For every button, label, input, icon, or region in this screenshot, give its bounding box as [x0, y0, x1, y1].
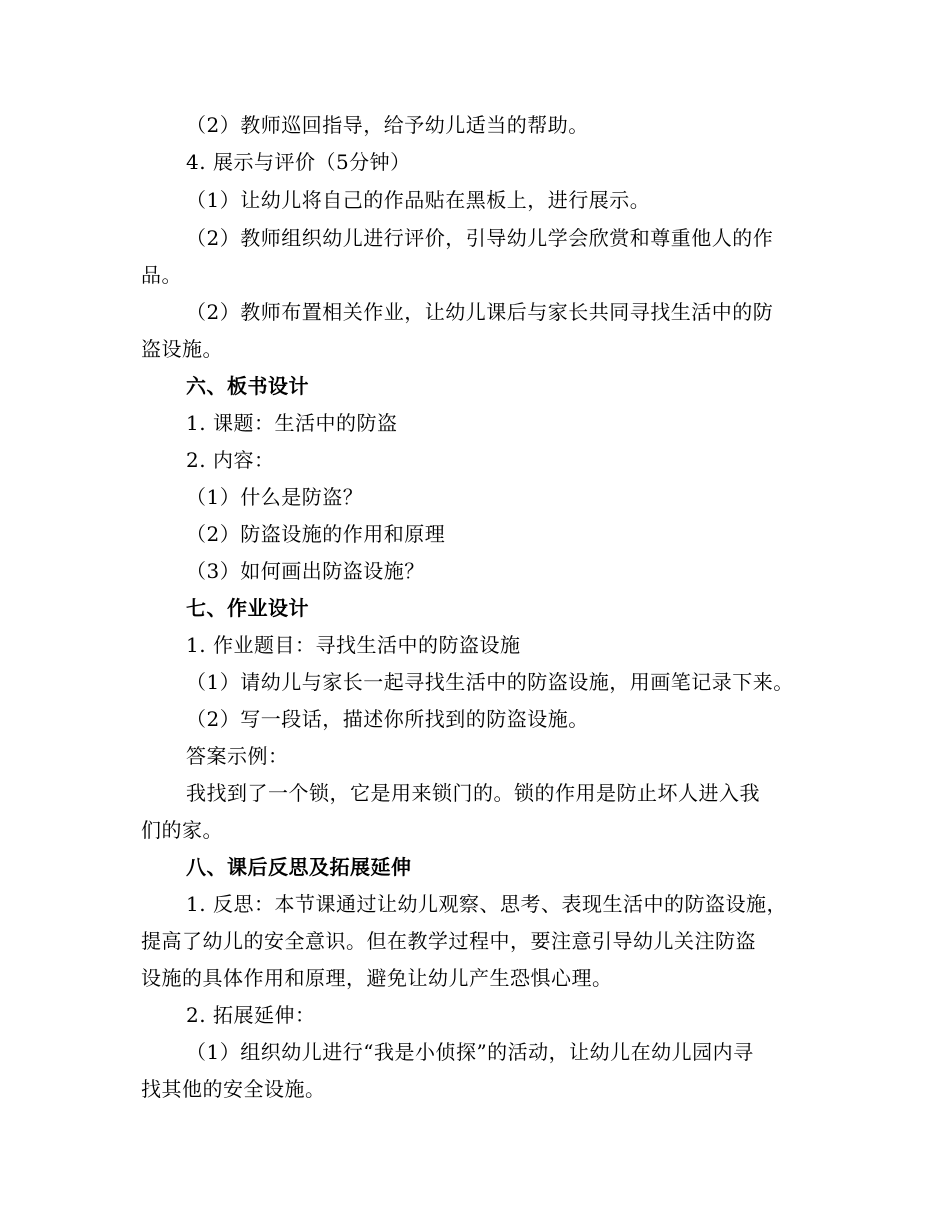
text-line: （3）如何画出防盗设施？: [186, 559, 425, 583]
text-line: 提高了幼儿的安全意识。但在教学过程中，要注意引导幼儿关注防盗: [141, 929, 756, 953]
text-line: 2. 拓展延伸：: [186, 1003, 316, 1027]
text-line: （2）教师组织幼儿进行评价，引导幼儿学会欣赏和尊重他人的作: [186, 226, 774, 250]
text-line: 1. 课题：生活中的防盗: [186, 411, 398, 435]
text-line: 我找到了一个锁，它是用来锁门的。锁的作用是防止坏人进入我: [186, 781, 760, 805]
text-line: （1）什么是防盗？: [186, 485, 364, 509]
text-line: （1）请幼儿与家长一起寻找生活中的防盗设施，用画笔记录下来。: [186, 670, 794, 694]
text-line: 1. 作业题目：寻找生活中的防盗设施: [186, 633, 521, 657]
text-line: 设施的具体作用和原理，避免让幼儿产生恐惧心理。: [141, 966, 613, 990]
text-line: （2）教师巡回指导，给予幼儿适当的帮助。: [186, 113, 589, 137]
text-line: 2. 内容：: [186, 448, 275, 472]
text-line: 盗设施。: [141, 337, 223, 361]
text-line: （1）组织幼儿进行“我是小侦探”的活动，让幼儿在幼儿园内寻: [186, 1040, 754, 1064]
text-line: （1）让幼儿将自己的作品贴在黑板上，进行展示。: [186, 188, 651, 212]
section-heading: 七、作业设计: [186, 596, 309, 620]
text-line: （2）防盗设施的作用和原理: [186, 522, 446, 546]
section-heading: 六、板书设计: [186, 374, 309, 398]
text-line: 1. 反思：本节课通过让幼儿观察、思考、表现生活中的防盗设施，: [186, 892, 787, 916]
text-line: 找其他的安全设施。: [141, 1077, 326, 1101]
text-line: 们的家。: [141, 818, 223, 842]
text-line: 品。: [141, 263, 182, 287]
section-heading: 八、课后反思及拓展延伸: [186, 855, 412, 879]
text-line: 4. 展示与评价（5分钟）: [186, 150, 411, 174]
text-line: 答案示例：: [186, 744, 289, 768]
text-line: （2）写一段话，描述你所找到的防盗设施。: [186, 707, 589, 731]
text-line: （2）教师布置相关作业，让幼儿课后与家长共同寻找生活中的防: [186, 300, 774, 324]
